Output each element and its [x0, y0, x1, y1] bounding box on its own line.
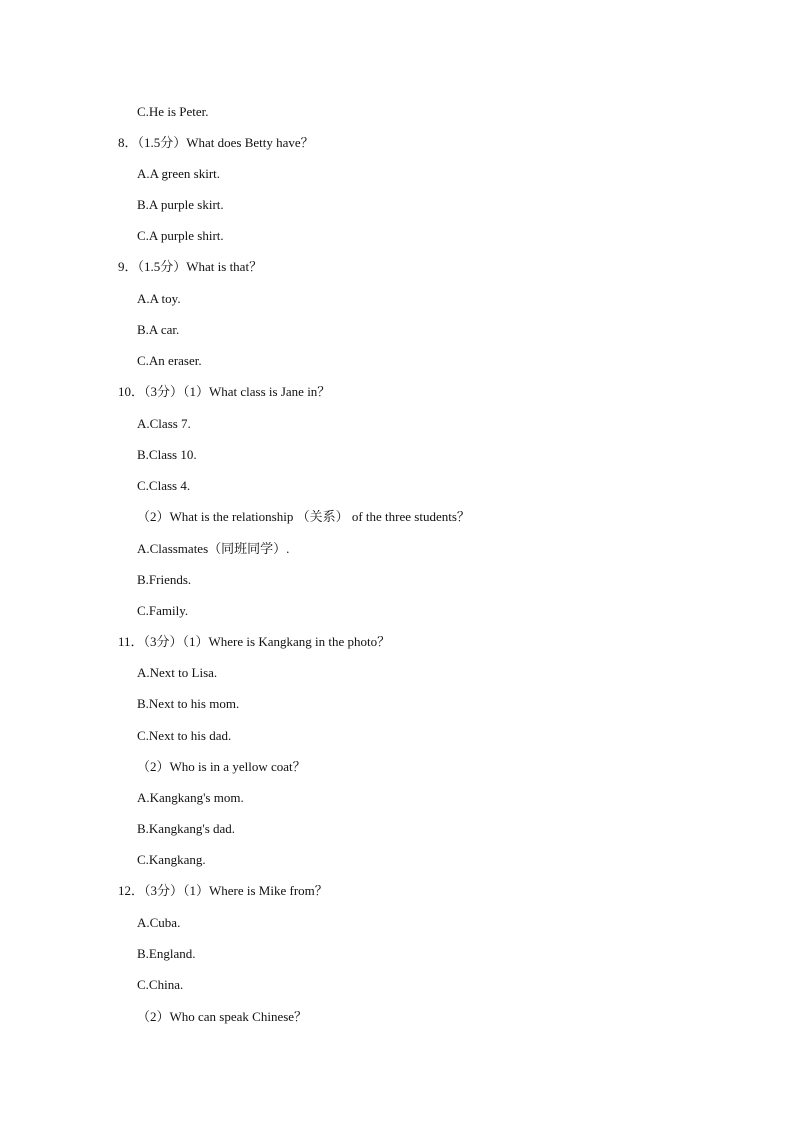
option-text: B.Kangkang's dad.	[137, 821, 236, 836]
option-text: C.Next to his dad.	[137, 728, 232, 743]
question-title: 11．（3分）（1）Where is Kangkang in the photo？	[118, 634, 391, 649]
option-text: B.A car.	[137, 322, 180, 337]
option-text: B.Class 10.	[137, 447, 197, 462]
sub-question-title: （2）What is the relationship （关系） of the three students？	[137, 509, 470, 524]
option-text: C.China.	[137, 977, 184, 992]
option-text: A.Classmates（同班同学）.	[137, 541, 290, 556]
question-title: 10．（3分）（1）What class is Jane in？	[118, 384, 331, 399]
question-title: 12．（3分）（1）Where is Mike from？	[118, 883, 328, 898]
option-text: C.A purple shirt.	[137, 228, 224, 243]
option-text: C.Kangkang.	[137, 852, 206, 867]
option-text: A.Next to Lisa.	[137, 665, 218, 680]
sub-question-title: （2）Who can speak Chinese？	[137, 1009, 308, 1024]
option-text: B.Friends.	[137, 572, 192, 587]
option-text: C.Class 4.	[137, 478, 191, 493]
option-text: A.A green skirt.	[137, 166, 221, 181]
option-text: C.Family.	[137, 603, 189, 618]
option-text: A.Class 7.	[137, 416, 191, 431]
option-text: C.An eraser.	[137, 353, 202, 368]
option-text: B.A purple skirt.	[137, 197, 224, 212]
question-title: 9．（1.5分）What is that？	[118, 259, 263, 274]
sub-question-title: （2）Who is in a yellow coat？	[137, 759, 306, 774]
option-text: B.Next to his mom.	[137, 696, 240, 711]
option-text: A.Cuba.	[137, 915, 181, 930]
option-text: B.England.	[137, 946, 196, 961]
option-text: A.Kangkang's mom.	[137, 790, 244, 805]
question-title: 8．（1.5分）What does Betty have？	[118, 135, 314, 150]
option-text: C.He is Peter.	[137, 104, 209, 119]
option-text: A.A toy.	[137, 291, 181, 306]
